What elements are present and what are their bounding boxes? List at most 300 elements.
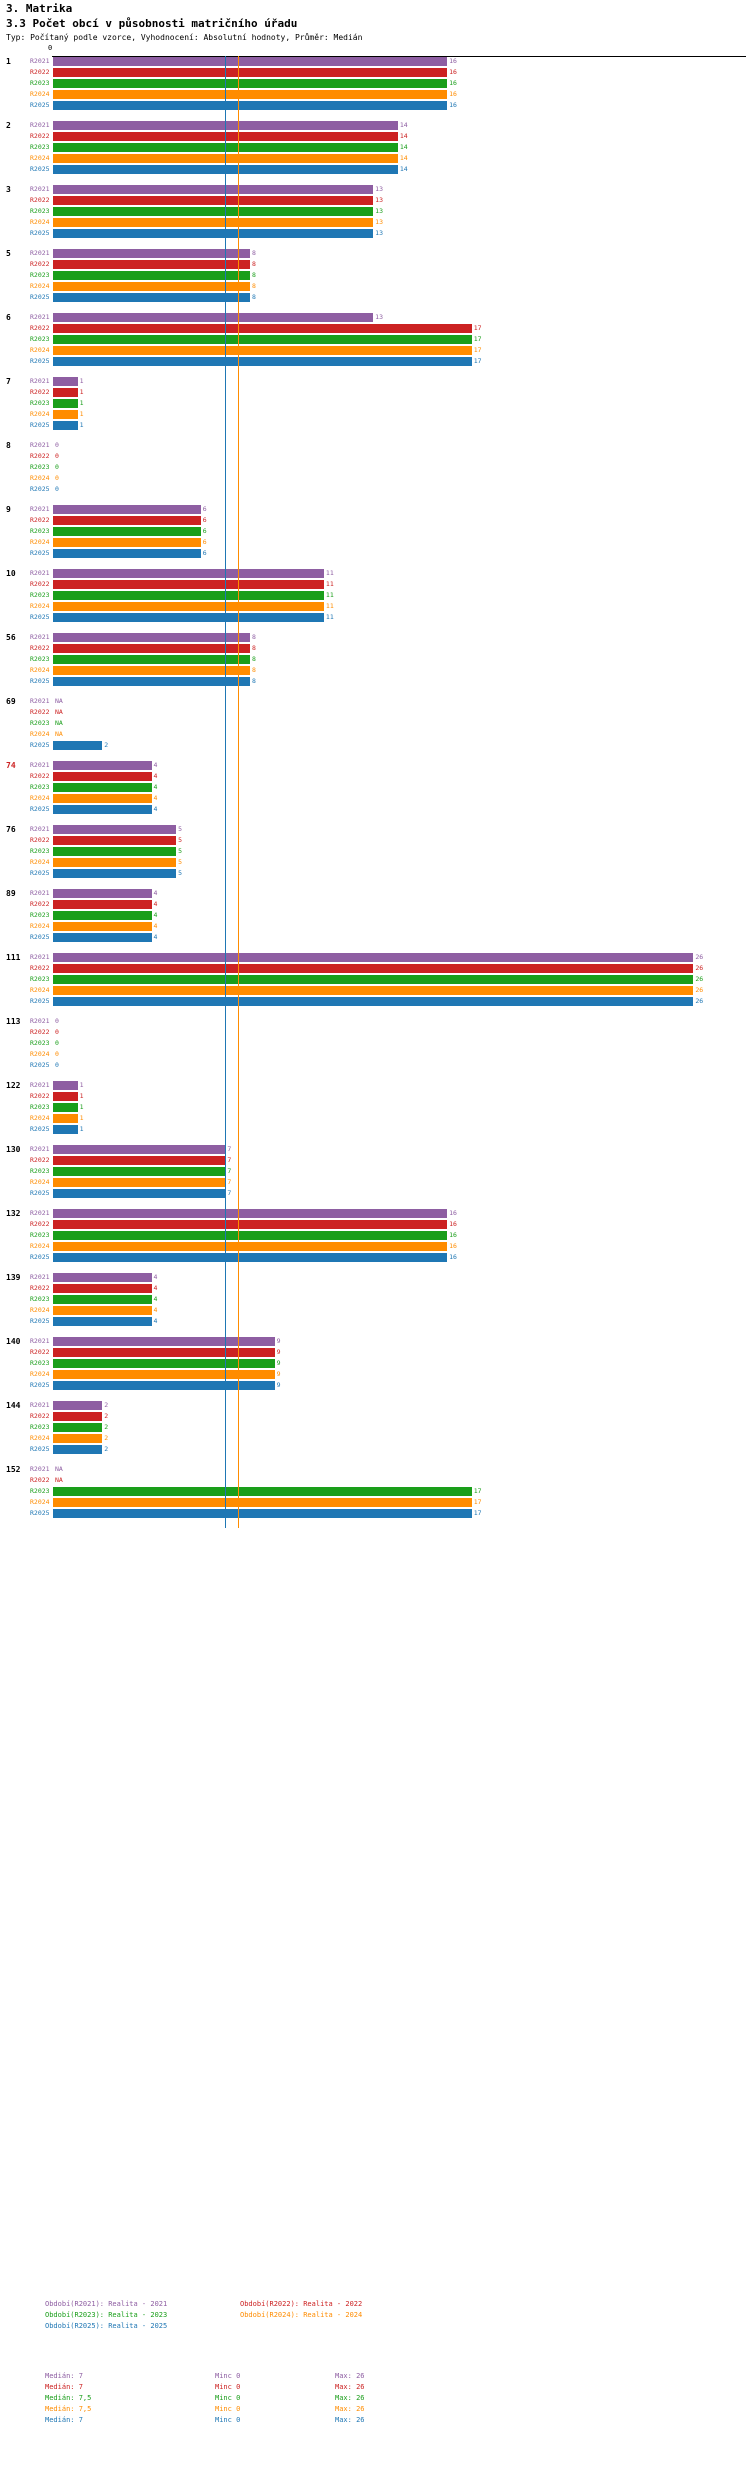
- series-label: R2025: [30, 677, 50, 685]
- series-label: R2024: [30, 1242, 50, 1250]
- series-label: R2022: [30, 580, 50, 588]
- median-line: [225, 56, 226, 1528]
- bar-value-label: 9: [276, 1381, 281, 1389]
- chart-bar-row: [0, 504, 750, 515]
- series-label: R2022: [30, 516, 50, 524]
- chart-bar-row: [0, 568, 750, 579]
- chart-bar-row: [0, 868, 750, 879]
- chart-group: [0, 1400, 750, 1464]
- series-label: R2024: [30, 922, 50, 930]
- series-label: R2025: [30, 869, 50, 877]
- category-label: 74: [6, 761, 16, 770]
- stat-max: Max: 26: [335, 2394, 365, 2402]
- chart-bar-row: [0, 696, 750, 707]
- series-label: R2023: [30, 463, 50, 471]
- chart-bar: [53, 293, 250, 302]
- series-label: R2025: [30, 805, 50, 813]
- bar-value-label: 11: [325, 602, 334, 610]
- bar-value-na: NA: [55, 1465, 63, 1473]
- chart-bar-row: [0, 292, 750, 303]
- stat-max: Max: 26: [335, 2416, 365, 2424]
- series-label: R2021: [30, 889, 50, 897]
- series-label: R2021: [30, 633, 50, 641]
- chart-bar-row: [0, 195, 750, 206]
- chart-bar-row: [0, 526, 750, 537]
- bar-value-label: 0: [55, 474, 59, 482]
- bar-value-label: 7: [227, 1178, 232, 1186]
- bar-value-label: 16: [449, 90, 457, 98]
- bar-value-label: 8: [252, 282, 256, 290]
- bar-value-label: 7: [227, 1189, 232, 1197]
- series-label: R2025: [30, 1189, 50, 1197]
- chart-bar-row: [0, 142, 750, 153]
- bar-value-label: 26: [695, 964, 704, 972]
- chart-bar-row: [0, 462, 750, 473]
- chart-bar-row: [0, 1464, 750, 1475]
- chart-bar: [53, 1295, 152, 1304]
- bar-value-label: 1: [79, 1081, 84, 1089]
- bar-value-label: 0: [55, 1050, 59, 1058]
- chart-bar: [53, 1167, 225, 1176]
- chart-bar-row: [0, 1433, 750, 1444]
- series-label: R2025: [30, 1317, 50, 1325]
- series-label: R2023: [30, 1487, 50, 1495]
- chart-group: [0, 1208, 750, 1272]
- chart-bar-row: [0, 782, 750, 793]
- chart-bar-row: [0, 537, 750, 548]
- chart-bar-row: [0, 281, 750, 292]
- bar-value-label: 14: [399, 165, 408, 173]
- series-label: R2021: [30, 761, 50, 769]
- bar-value-label: 9: [276, 1348, 281, 1356]
- bar-value-label: 5: [178, 858, 183, 866]
- bar-value-label: 14: [399, 143, 408, 151]
- chart-bar: [53, 324, 472, 333]
- bar-value-label: 1: [79, 1103, 84, 1111]
- series-label: R2025: [30, 933, 50, 941]
- category-label: 139: [6, 1273, 21, 1282]
- chart-bar: [53, 1348, 275, 1357]
- chart-bar: [53, 922, 152, 931]
- chart-bar-row: [0, 1166, 750, 1177]
- series-label: R2022: [30, 1412, 50, 1420]
- chart-bar: [53, 900, 152, 909]
- chart-bar-row: [0, 1272, 750, 1283]
- bar-value-label: 8: [252, 249, 256, 257]
- chart-bar-row: [0, 1475, 750, 1486]
- chart-bar-row: [0, 409, 750, 420]
- chart-bar-row: [0, 345, 750, 356]
- chart-bar-row: [0, 740, 750, 751]
- bar-value-label: 1: [79, 388, 84, 396]
- series-label: R2025: [30, 1381, 50, 1389]
- chart-bar: [53, 229, 373, 238]
- stat-median: Medián: 7,5: [45, 2394, 92, 2402]
- chart-group: [0, 1080, 750, 1144]
- chart-bar-row: [0, 643, 750, 654]
- series-label: R2024: [30, 1178, 50, 1186]
- series-label: R2024: [30, 474, 50, 482]
- chart-bar-row: [0, 601, 750, 612]
- series-label: R2023: [30, 1039, 50, 1047]
- chart-bar: [53, 505, 201, 514]
- bar-value-label: 14: [399, 154, 408, 162]
- chart-bar-row: [0, 921, 750, 932]
- chart-title: 3.3 Počet obcí v působnosti matričního úřadu: [6, 17, 298, 30]
- bar-value-label: 2: [104, 1412, 109, 1420]
- series-label: R2022: [30, 260, 50, 268]
- chart-bar-row: [0, 899, 750, 910]
- series-label: R2022: [30, 1220, 50, 1228]
- category-label: 152: [6, 1465, 21, 1474]
- series-label: R2024: [30, 1050, 50, 1058]
- chart-bar: [53, 1381, 275, 1390]
- chart-bar: [53, 1412, 102, 1421]
- series-label: R2022: [30, 1284, 50, 1292]
- chart-bar-row: [0, 1294, 750, 1305]
- bar-value-label: 1: [79, 399, 84, 407]
- series-label: R2023: [30, 655, 50, 663]
- legend-item: Období(R2021): Realita - 2021: [45, 2300, 168, 2308]
- chart-bar-row: [0, 120, 750, 131]
- series-label: R2022: [30, 708, 50, 716]
- chart-group: [0, 1336, 750, 1400]
- chart-bar-row: [0, 89, 750, 100]
- chart-bar: [53, 421, 78, 430]
- bar-value-label: 1: [79, 1092, 84, 1100]
- chart-bar: [53, 527, 201, 536]
- series-label: R2023: [30, 1423, 50, 1431]
- category-label: 140: [6, 1337, 21, 1346]
- category-label: 69: [6, 697, 16, 706]
- chart-bar-row: [0, 1155, 750, 1166]
- chart-bar: [53, 1337, 275, 1346]
- chart-bar: [53, 196, 373, 205]
- chart-plot-area: [0, 56, 750, 1528]
- series-label: R2024: [30, 730, 50, 738]
- chart-bar: [53, 1125, 78, 1134]
- bar-value-label: 0: [55, 1039, 59, 1047]
- chart-bar-row: [0, 206, 750, 217]
- chart-bar-row: [0, 1144, 750, 1155]
- category-label: 111: [6, 953, 21, 962]
- chart-bar-row: [0, 548, 750, 559]
- chart-bar-row: [0, 1305, 750, 1316]
- chart-bar: [53, 1317, 152, 1326]
- chart-bar: [53, 953, 693, 962]
- chart-bar-row: [0, 259, 750, 270]
- bar-value-label: 9: [276, 1359, 281, 1367]
- chart-group: [0, 376, 750, 440]
- chart-bar: [53, 1092, 78, 1101]
- chart-bar: [53, 1114, 78, 1123]
- bar-value-na: NA: [55, 697, 63, 705]
- chart-bar-row: [0, 835, 750, 846]
- series-label: R2024: [30, 154, 50, 162]
- bar-value-label: 16: [449, 1231, 457, 1239]
- bar-value-label: 26: [695, 997, 704, 1005]
- chart-bar: [53, 1231, 447, 1240]
- bar-value-label: 4: [153, 1295, 158, 1303]
- series-label: R2022: [30, 836, 50, 844]
- chart-bar: [53, 613, 324, 622]
- chart-bar-row: [0, 718, 750, 729]
- chart-bar-row: [0, 793, 750, 804]
- chart-bar: [53, 1306, 152, 1315]
- series-label: R2024: [30, 1306, 50, 1314]
- bar-value-label: 0: [55, 463, 59, 471]
- bar-value-label: 7: [227, 1145, 232, 1153]
- chart-group: [0, 632, 750, 696]
- series-label: R2022: [30, 1476, 50, 1484]
- chart-bar: [53, 388, 78, 397]
- chart-bar-row: [0, 1080, 750, 1091]
- category-label: 76: [6, 825, 16, 834]
- series-label: R2024: [30, 218, 50, 226]
- chart-bar-row: [0, 1049, 750, 1060]
- chart-group: [0, 312, 750, 376]
- bar-value-label: 2: [104, 1423, 109, 1431]
- bar-value-label: 13: [375, 229, 383, 237]
- chart-bar: [53, 1145, 225, 1154]
- bar-value-label: 5: [178, 847, 183, 855]
- chart-bar: [53, 858, 176, 867]
- category-label: 89: [6, 889, 16, 898]
- chart-bar-row: [0, 376, 750, 387]
- series-label: R2025: [30, 1061, 50, 1069]
- bar-value-label: 8: [252, 633, 256, 641]
- series-label: R2021: [30, 1017, 50, 1025]
- chart-bar-row: [0, 228, 750, 239]
- chart-bar-row: [0, 334, 750, 345]
- bar-value-label: 8: [252, 644, 256, 652]
- series-label: R2021: [30, 1081, 50, 1089]
- chart-bar: [53, 271, 250, 280]
- bar-value-label: 11: [325, 569, 334, 577]
- chart-group: [0, 1016, 750, 1080]
- chart-bar-row: [0, 164, 750, 175]
- chart-bar: [53, 185, 373, 194]
- chart-bar-row: [0, 1316, 750, 1327]
- chart-bar: [53, 783, 152, 792]
- series-label: R2024: [30, 1114, 50, 1122]
- chart-bar-row: [0, 1252, 750, 1263]
- chart-bar-row: [0, 184, 750, 195]
- stat-min: Minc 0: [215, 2372, 241, 2380]
- series-label: R2022: [30, 644, 50, 652]
- bar-value-label: 8: [252, 260, 256, 268]
- bar-value-label: 11: [325, 613, 334, 621]
- chart-bar: [53, 1434, 102, 1443]
- series-label: R2021: [30, 825, 50, 833]
- bar-value-label: 8: [252, 666, 256, 674]
- chart-bar: [53, 591, 324, 600]
- bar-value-label: 4: [153, 772, 158, 780]
- category-label: 5: [6, 249, 11, 258]
- chart-bar: [53, 772, 152, 781]
- series-label: R2021: [30, 569, 50, 577]
- chart-bar-row: [0, 248, 750, 259]
- chart-group: [0, 696, 750, 760]
- bar-value-label: 4: [153, 900, 158, 908]
- chart-group: [0, 56, 750, 120]
- series-label: R2021: [30, 953, 50, 961]
- chart-bar-row: [0, 824, 750, 835]
- chart-bar-row: [0, 1497, 750, 1508]
- chart-bar-row: [0, 1411, 750, 1422]
- series-label: R2023: [30, 79, 50, 87]
- bar-value-label: 16: [449, 1253, 457, 1261]
- series-label: R2024: [30, 1498, 50, 1506]
- chart-bar: [53, 410, 78, 419]
- series-label: R2021: [30, 505, 50, 513]
- chart-bar-row: [0, 910, 750, 921]
- chart-bar-row: [0, 707, 750, 718]
- stat-max: Max: 26: [335, 2372, 365, 2380]
- series-label: R2022: [30, 1092, 50, 1100]
- chart-group: [0, 888, 750, 952]
- series-label: R2023: [30, 975, 50, 983]
- chart-bar-row: [0, 484, 750, 495]
- chart-bar-row: [0, 451, 750, 462]
- chart-bar-row: [0, 1444, 750, 1455]
- chart-bar-row: [0, 1380, 750, 1391]
- bar-value-label: 4: [153, 1273, 158, 1281]
- series-label: R2025: [30, 293, 50, 301]
- category-label: 2: [6, 121, 11, 130]
- bar-value-label: 4: [153, 1284, 158, 1292]
- bar-value-label: 13: [375, 185, 383, 193]
- chart-bar: [53, 1498, 472, 1507]
- bar-value-label: 6: [202, 505, 207, 513]
- chart-bar: [53, 260, 250, 269]
- bar-value-label: 17: [473, 324, 482, 332]
- series-label: R2024: [30, 794, 50, 802]
- bar-value-label: 26: [695, 975, 704, 983]
- series-label: R2025: [30, 549, 50, 557]
- chart-group: [0, 1272, 750, 1336]
- chart-bar: [53, 825, 176, 834]
- category-label: 132: [6, 1209, 21, 1218]
- chart-bar-row: [0, 323, 750, 334]
- bar-value-label: 4: [153, 1306, 158, 1314]
- chart-bar-row: [0, 1400, 750, 1411]
- chart-bar-row: [0, 356, 750, 367]
- series-label: R2023: [30, 1167, 50, 1175]
- chart-bar: [53, 377, 78, 386]
- chart-bar: [53, 869, 176, 878]
- series-label: R2021: [30, 57, 50, 65]
- stat-min: Minc 0: [215, 2416, 241, 2424]
- stat-max: Max: 26: [335, 2405, 365, 2413]
- chart-bar-row: [0, 771, 750, 782]
- chart-bar: [53, 655, 250, 664]
- bar-value-label: 16: [449, 1220, 457, 1228]
- series-label: R2021: [30, 185, 50, 193]
- chart-bar-row: [0, 632, 750, 643]
- bar-value-label: 4: [153, 911, 158, 919]
- bar-value-label: 16: [449, 1209, 457, 1217]
- series-label: R2024: [30, 1370, 50, 1378]
- chart-bar: [53, 1370, 275, 1379]
- series-label: R2024: [30, 1434, 50, 1442]
- chart-bar-row: [0, 857, 750, 868]
- chart-bar: [53, 1103, 78, 1112]
- chart-bar: [53, 1284, 152, 1293]
- series-label: R2024: [30, 858, 50, 866]
- chart-bar: [53, 986, 693, 995]
- bar-value-label: 14: [399, 132, 408, 140]
- bar-value-label: 7: [227, 1167, 232, 1175]
- chart-group: [0, 504, 750, 568]
- page-title: 3. Matrika: [6, 2, 73, 15]
- bar-value-label: 8: [252, 293, 256, 301]
- chart-bar: [53, 57, 447, 66]
- stat-median: Medián: 7: [45, 2372, 83, 2380]
- series-label: R2023: [30, 1295, 50, 1303]
- series-label: R2024: [30, 90, 50, 98]
- chart-bar-row: [0, 846, 750, 857]
- category-label: 113: [6, 1017, 21, 1026]
- bar-value-label: 1: [79, 421, 84, 429]
- chart-bar: [53, 516, 201, 525]
- bar-value-label: 6: [202, 516, 207, 524]
- chart-group: [0, 1144, 750, 1208]
- stat-min: Minc 0: [215, 2394, 241, 2402]
- chart-bar-row: [0, 1027, 750, 1038]
- stat-median: Medián: 7: [45, 2383, 83, 2391]
- series-label: R2025: [30, 1253, 50, 1261]
- chart-bar: [53, 889, 152, 898]
- chart-bar-row: [0, 676, 750, 687]
- chart-bar: [53, 911, 152, 920]
- series-label: R2025: [30, 613, 50, 621]
- series-label: R2023: [30, 1103, 50, 1111]
- series-label: R2021: [30, 1337, 50, 1345]
- chart-bar-row: [0, 1369, 750, 1380]
- series-label: R2021: [30, 249, 50, 257]
- chart-bar: [53, 1253, 447, 1262]
- bar-value-label: 17: [473, 1509, 482, 1517]
- stat-median: Medián: 7,5: [45, 2405, 92, 2413]
- chart-bar-row: [0, 100, 750, 111]
- series-label: R2022: [30, 132, 50, 140]
- bar-value-label: 0: [55, 452, 59, 460]
- series-label: R2021: [30, 697, 50, 705]
- bar-value-label: 1: [79, 1125, 84, 1133]
- category-label: 3: [6, 185, 11, 194]
- chart-bar: [53, 101, 447, 110]
- bar-value-label: 13: [375, 207, 383, 215]
- chart-bar-row: [0, 1113, 750, 1124]
- series-label: R2021: [30, 441, 50, 449]
- category-label: 10: [6, 569, 16, 578]
- stat-max: Max: 26: [335, 2383, 365, 2391]
- category-label: 7: [6, 377, 11, 386]
- series-label: R2022: [30, 1348, 50, 1356]
- bar-value-label: 26: [695, 986, 704, 994]
- chart-group: [0, 120, 750, 184]
- series-label: R2022: [30, 388, 50, 396]
- bar-value-label: 13: [375, 313, 383, 321]
- chart-bar: [53, 741, 102, 750]
- series-label: R2024: [30, 538, 50, 546]
- chart-bar-row: [0, 1486, 750, 1497]
- chart-bar: [53, 1487, 472, 1496]
- series-label: R2023: [30, 783, 50, 791]
- chart-bar-row: [0, 217, 750, 228]
- chart-bar-row: [0, 974, 750, 985]
